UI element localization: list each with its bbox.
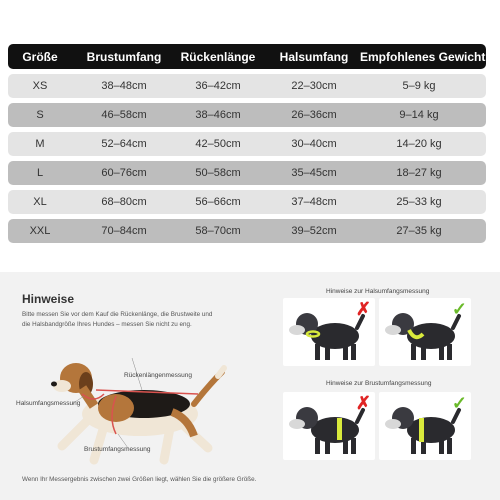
cell-back: 42–50cm: [195, 138, 241, 150]
dog-front-leg: [94, 426, 104, 460]
dog-front-leg: [62, 420, 88, 446]
cell-weight: 5–9 kg: [402, 80, 436, 92]
hints-note: Bitte messen Sie vor dem Kauf die Rückenlänge, die Brustweite und die Halsbandgröße Ihres Hundes – messen Sie nicht zu eng.: [22, 311, 213, 328]
cell-weight: 25–33 kg: [396, 196, 442, 208]
back-measure-label: Rückenlängenmessung: [124, 372, 192, 379]
table-row: [8, 161, 486, 185]
header-weight: Empfohlenes Gewicht: [360, 49, 486, 64]
table-row: [8, 190, 486, 214]
cell-weight: 27–35 kg: [396, 225, 442, 237]
cell-neck: 30–40cm: [291, 138, 337, 150]
header-size: Größe: [22, 49, 58, 64]
size-table: [8, 44, 486, 248]
cell-size: M: [35, 138, 45, 150]
header-back: Rückenlänge: [180, 49, 256, 64]
cell-chest: 68–80cm: [101, 196, 147, 208]
cell-weight: 18–27 kg: [396, 167, 442, 179]
cross-mark-icon: ✗: [355, 393, 371, 413]
cell-neck: 26–36cm: [291, 109, 337, 121]
cell-back: 36–42cm: [195, 80, 241, 92]
cell-chest: 70–84cm: [101, 225, 147, 237]
cell-neck: 37–48cm: [291, 196, 337, 208]
table-row: [8, 132, 486, 156]
cell-chest: 38–48cm: [101, 80, 147, 92]
cell-size: XS: [32, 80, 48, 92]
check-mark-icon: ✓: [451, 393, 467, 413]
table-row: [8, 103, 486, 127]
table-row: [8, 74, 486, 98]
cell-back: 58–70cm: [195, 225, 241, 237]
cell-chest: 46–58cm: [101, 109, 147, 121]
dog-nose: [51, 382, 57, 387]
chest-wrong-example: [283, 392, 375, 460]
chest-hint-title: Hinweise zur Brustumfangsmessung: [326, 380, 432, 387]
measurement-hints-section: [0, 272, 500, 500]
cell-chest: 52–64cm: [101, 138, 147, 150]
hints-title: Hinweise: [22, 292, 75, 306]
cell-neck: 22–30cm: [291, 80, 337, 92]
cell-size: L: [36, 167, 44, 179]
beagle-measurement-illustration: [12, 342, 272, 478]
cell-weight: 14–20 kg: [396, 138, 442, 150]
table-row: [8, 219, 486, 243]
neck-wrong-example: [283, 298, 375, 366]
cell-back: 50–58cm: [195, 167, 241, 179]
check-mark-icon: ✓: [451, 299, 467, 319]
beagle-illustration: [12, 342, 272, 478]
dog-hind-leg: [164, 428, 170, 460]
cell-size: S: [36, 109, 44, 121]
header-chest: Brustumfang: [86, 49, 162, 64]
cell-weight: 9–14 kg: [399, 109, 439, 121]
neck-hint-title: Hinweise zur Halsumfangsmessung: [326, 288, 430, 295]
chest-measure-label: Brustumfangsmessung: [84, 446, 151, 453]
cross-mark-icon: ✗: [355, 299, 371, 319]
cell-size: XXL: [29, 225, 51, 237]
neck-measure-label: Halsumfangsmessung: [16, 400, 81, 407]
chest-right-example: [379, 392, 471, 460]
cell-neck: 35–45cm: [291, 167, 337, 179]
cell-back: 56–66cm: [195, 196, 241, 208]
cell-back: 38–46cm: [195, 109, 241, 121]
size-table-header: [8, 44, 486, 69]
hints-footnote: Wenn Ihr Messergebnis zwischen zwei Größen liegt, wählen Sie die größere Größe.: [22, 476, 257, 483]
header-neck: Halsumfang: [279, 49, 349, 64]
neck-right-example: [379, 298, 471, 366]
cell-chest: 60–76cm: [101, 167, 147, 179]
cell-neck: 39–52cm: [291, 225, 337, 237]
cell-size: XL: [33, 196, 47, 208]
